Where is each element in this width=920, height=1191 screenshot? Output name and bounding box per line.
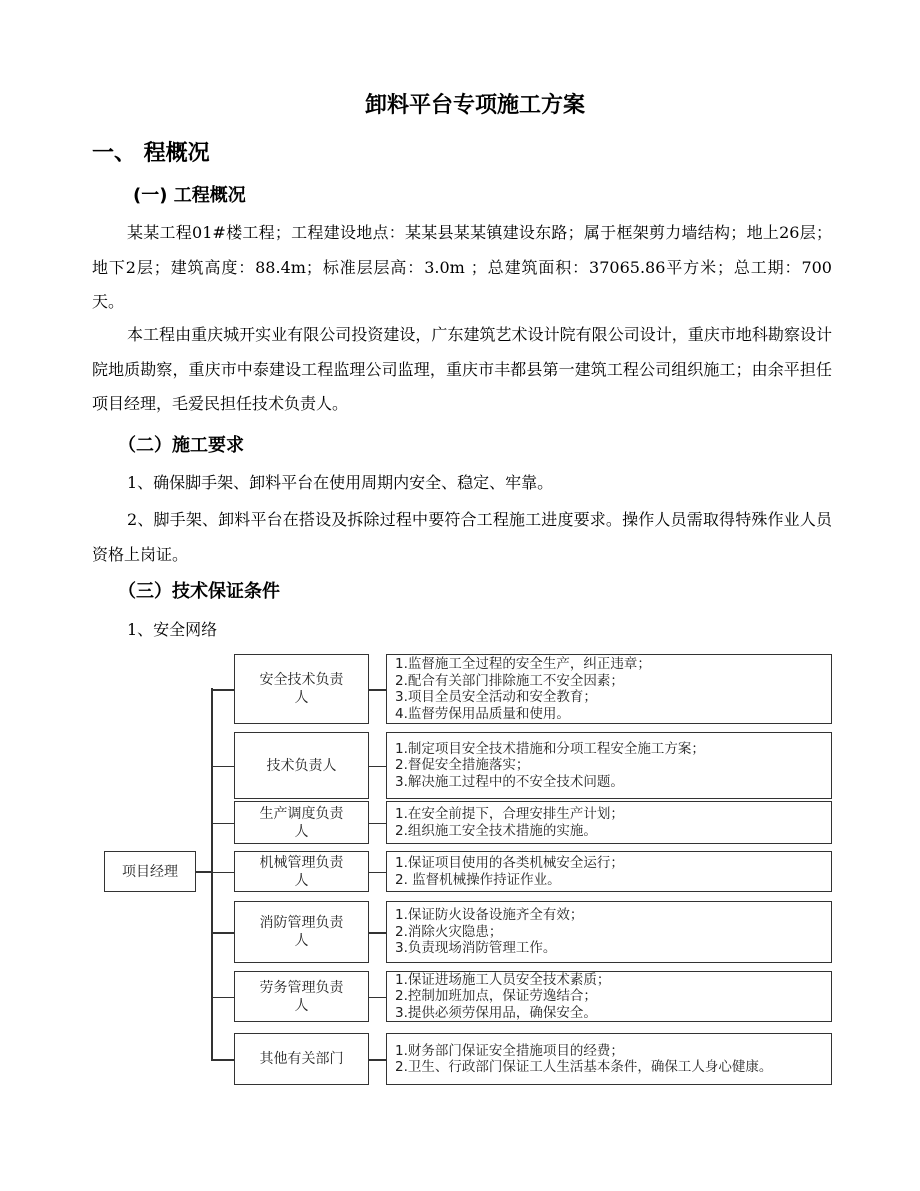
- duty-item: 1.保证进场施工人员安全技术素质；: [395, 971, 611, 988]
- duties-box: [386, 851, 832, 892]
- subsection-heading-requirements: （二）施工要求: [118, 435, 244, 456]
- role-box: [234, 971, 369, 1022]
- duty-connector: [369, 1059, 386, 1061]
- duty-item: 3.解决施工过程中的不安全技术问题。: [395, 773, 624, 790]
- branch-connector: [211, 997, 234, 999]
- overview-paragraph-2: 本工程由重庆城开实业有限公司投资建设，广东建筑艺术设计院有限公司设计，重庆市地科勘察设计院地质勘察，重庆市中泰建设工程监理公司监理，重庆市丰都县第一建筑工程公司组织施工；由余平担任项目经理，毛爱民担任技术负责人。: [92, 325, 832, 413]
- duty-item: 3.负责现场消防管理工作。: [395, 940, 557, 957]
- root-connector: [196, 871, 211, 873]
- duty-connector: [369, 689, 386, 691]
- role-label: 劳务管理负责人: [259, 979, 344, 1014]
- role-label: 生产调度负责人: [259, 805, 344, 840]
- duty-item: 2.消除火灾隐患；: [395, 923, 503, 940]
- duty-item: 3.提供必须劳保用品，确保安全。: [395, 1004, 597, 1021]
- duty-item: 1.保证防火设备设施齐全有效；: [395, 907, 584, 924]
- duty-item: 1.财务部门保证安全措施项目的经费；: [395, 1042, 624, 1059]
- page-title: 卸料平台专项施工方案: [364, 93, 585, 118]
- branch-connector: [211, 823, 234, 825]
- duty-item: 2.卫生、行政部门保证工人生活基本条件，确保工人身心健康。: [395, 1059, 773, 1075]
- duty-connector: [369, 823, 386, 825]
- duty-item: 2.组织施工安全技术措施的实施。: [395, 822, 597, 839]
- role-box: [234, 1033, 369, 1085]
- duty-item: 2.督促安全措施落实；: [395, 757, 530, 774]
- branch-connector: [211, 689, 234, 691]
- role-box: [234, 851, 369, 892]
- duty-item: 1.监督施工全过程的安全生产，纠正违章；: [395, 656, 651, 672]
- role-label: 技术负责人: [266, 757, 337, 774]
- role-label: 消防管理负责人: [259, 915, 344, 949]
- root-box: 项目经理: [104, 851, 196, 892]
- duty-item: 1.保证项目使用的各类机械安全运行；: [395, 855, 624, 871]
- safety-network-label: 1、安全网络: [127, 620, 218, 639]
- duty-connector: [369, 766, 386, 768]
- subsection-heading-tech: （三）技术保证条件: [118, 581, 280, 602]
- duty-item: 3.项目全员安全活动和安全教育；: [395, 689, 597, 705]
- duty-item: 1.在安全前提下，合理安排生产计划；: [395, 806, 624, 822]
- duties-box: [386, 901, 832, 963]
- subsection-heading-overview: (一) 工程概况: [133, 185, 246, 206]
- duty-connector: [369, 932, 386, 934]
- requirement-item-2: 2、脚手架、卸料平台在搭设及拆除过程中要符合工程施工进度要求。操作人员需取得特殊作业人员资格上岗证。: [92, 510, 832, 564]
- role-label: 其他有关部门: [259, 1051, 344, 1067]
- duties-box: [386, 801, 832, 844]
- requirement-item-1: 1、确保脚手架、卸料平台在使用周期内安全、稳定、牢靠。: [127, 473, 554, 492]
- duties-box: [386, 971, 832, 1022]
- duty-item: 1.制定项目安全技术措施和分项工程安全施工方案；: [395, 740, 705, 757]
- role-box: [234, 732, 369, 799]
- branch-connector: [211, 1059, 234, 1061]
- duty-item: 2.控制加班加点，保证劳逸结合；: [395, 988, 597, 1005]
- section-heading: 一、 程概况: [92, 141, 210, 166]
- duty-connector: [369, 872, 386, 874]
- role-box: [234, 801, 369, 844]
- duties-box: [386, 732, 832, 799]
- duty-item: 2.配合有关部门排除施工不安全因素；: [395, 672, 624, 689]
- duty-connector: [369, 997, 386, 999]
- overview-paragraph-1: 某某工程01#楼工程；工程建设地点：某某县某某镇建设东路；属于框架剪力墙结构；地上26层；地下2层；建筑高度：88.4m；标准层层高：3.0m ；总建筑面积：37065.86平方米；总工期：700天。: [92, 223, 832, 311]
- role-label: 机械管理负责人: [259, 854, 344, 889]
- branch-connector: [211, 872, 234, 874]
- duties-box: [386, 1033, 832, 1085]
- branch-connector: [211, 932, 234, 934]
- duty-item: 2. 监督机械操作持证作业。: [395, 871, 561, 888]
- duty-item: 4.监督劳保用品质量和使用。: [395, 705, 570, 722]
- trunk-line: [211, 688, 213, 1060]
- role-box: [234, 654, 369, 724]
- duties-box: [386, 654, 832, 724]
- branch-connector: [211, 766, 234, 768]
- role-box: [234, 901, 369, 963]
- role-label: 安全技术负责人: [259, 672, 344, 706]
